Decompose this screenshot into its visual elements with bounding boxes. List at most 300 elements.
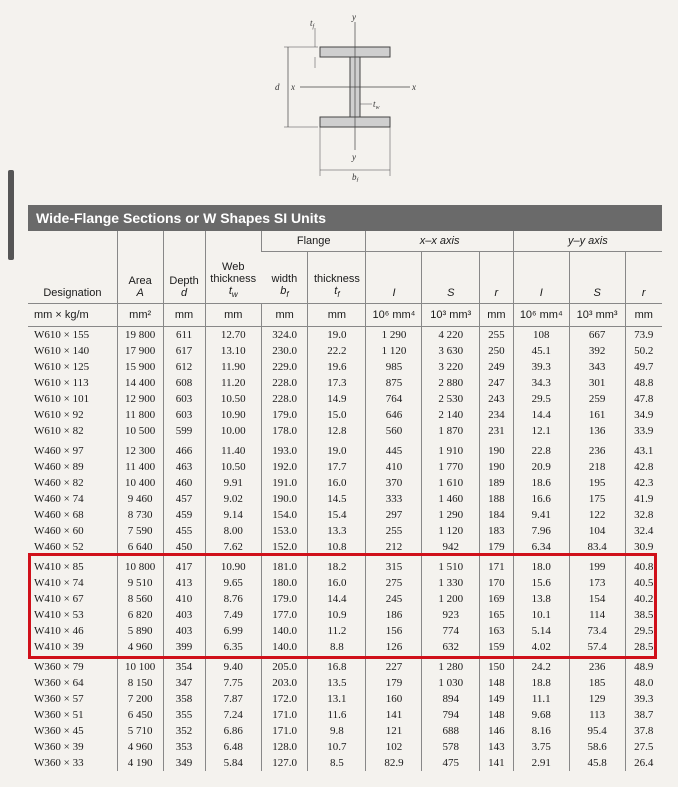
value-cell: 417 [163,555,205,575]
value-cell: 2 880 [422,375,480,391]
value-cell: 9.8 [308,723,366,739]
value-cell: 2 530 [422,391,480,407]
value-cell: 171.0 [261,707,307,723]
value-cell: 38.7 [625,707,662,723]
flange-group-header: Flange [261,231,366,252]
value-cell: 297 [366,507,422,523]
value-cell: 275 [366,575,422,591]
value-cell: 29.5 [513,391,569,407]
value-cell: 259 [569,391,625,407]
value-cell: 29.5 [625,623,662,639]
value-cell: 45.8 [569,755,625,771]
table-row [28,623,662,639]
table-row [28,691,662,707]
value-cell: 179 [366,675,422,691]
value-cell: 8.76 [205,591,261,607]
value-cell: 6 450 [117,707,163,723]
value-cell: 11 800 [117,407,163,423]
value-cell: 10 400 [117,475,163,491]
value-cell: 149 [480,691,514,707]
value-cell: 11 400 [117,459,163,475]
value-cell: 8.16 [513,723,569,739]
value-cell: 184 [480,507,514,523]
value-cell: 4 220 [422,327,480,344]
designation-cell: W410 × 67 [34,593,84,605]
value-cell: 459 [163,507,205,523]
value-cell: 156 [366,623,422,639]
value-cell: 15.4 [308,507,366,523]
value-cell: 3.75 [513,739,569,755]
value-cell: 150 [480,655,514,675]
value-cell: 152.0 [261,539,307,555]
designation-cell: W360 × 39 [34,741,84,753]
value-cell: 218 [569,459,625,475]
value-cell: 199 [569,555,625,575]
value-cell: 1 770 [422,459,480,475]
value-cell: 6.48 [205,739,261,755]
value-cell: 8.8 [308,639,366,655]
designation-cell: W360 × 45 [34,725,84,737]
table-row [28,475,662,491]
value-cell: 250 [480,343,514,359]
value-cell: 9.65 [205,575,261,591]
table-row [28,439,662,459]
value-cell: 227 [366,655,422,675]
designation-header: Designation [43,287,102,299]
value-cell: 370 [366,475,422,491]
value-cell: 28.5 [625,639,662,655]
table-title-bar [28,205,662,231]
table-row [28,707,662,723]
value-cell: 688 [422,723,480,739]
value-cell: 18.0 [513,555,569,575]
yy-I-header: I [513,252,569,304]
table-row [28,327,662,344]
value-cell: 612 [163,359,205,375]
value-cell: 175 [569,491,625,507]
value-cell: 163 [480,623,514,639]
unit-cell: mm² [117,304,163,327]
value-cell: 7 200 [117,691,163,707]
value-cell: 188 [480,491,514,507]
value-cell: 11.2 [308,623,366,639]
value-cell: 34.3 [513,375,569,391]
value-cell: 7.24 [205,707,261,723]
value-cell: 16.0 [308,475,366,491]
value-cell: 6.86 [205,723,261,739]
table-row [28,407,662,423]
value-cell: 121 [366,723,422,739]
value-cell: 13.3 [308,523,366,539]
value-cell: 2 140 [422,407,480,423]
value-cell: 1 120 [422,523,480,539]
yy-axis-group-header: y–y axis [513,231,662,252]
value-cell: 126 [366,639,422,655]
value-cell: 10.9 [308,607,366,623]
d-label: d [275,82,280,92]
value-cell: 603 [163,407,205,423]
value-cell: 129 [569,691,625,707]
value-cell: 333 [366,491,422,507]
value-cell: 14.9 [308,391,366,407]
value-cell: 460 [163,475,205,491]
value-cell: 8 730 [117,507,163,523]
value-cell: 10.50 [205,391,261,407]
value-cell: 114 [569,607,625,623]
table-row [28,591,662,607]
value-cell: 1 330 [422,575,480,591]
value-cell: 255 [366,523,422,539]
value-cell: 190 [480,439,514,459]
value-cell: 1 290 [366,327,422,344]
value-cell: 9.40 [205,655,261,675]
value-cell: 392 [569,343,625,359]
value-cell: 9 460 [117,491,163,507]
designation-cell: W360 × 33 [34,757,84,769]
xx-axis-group-header: x–x axis [366,231,513,252]
designation-cell: W610 × 125 [34,361,90,373]
value-cell: 50.2 [625,343,662,359]
value-cell: 9.02 [205,491,261,507]
value-cell: 255 [480,327,514,344]
value-cell: 1 460 [422,491,480,507]
yy-r-header: r [625,252,662,304]
value-cell: 457 [163,491,205,507]
value-cell: 632 [422,639,480,655]
value-cell: 40.8 [625,555,662,575]
value-cell: 30.9 [625,539,662,555]
value-cell: 39.3 [513,359,569,375]
value-cell: 181.0 [261,555,307,575]
value-cell: 608 [163,375,205,391]
y-top-label: y [352,12,356,22]
value-cell: 343 [569,359,625,375]
value-cell: 40.5 [625,575,662,591]
value-cell: 667 [569,327,625,344]
value-cell: 173 [569,575,625,591]
value-cell: 19.0 [308,327,366,344]
table-row [28,391,662,407]
value-cell: 466 [163,439,205,459]
value-cell: 9.41 [513,507,569,523]
value-cell: 1 030 [422,675,480,691]
table-row [28,607,662,623]
table-row [28,739,662,755]
web-thickness-header: Web thickness $t_w$ [205,231,261,304]
value-cell: 410 [163,591,205,607]
designation-cell: W460 × 82 [34,477,84,489]
value-cell: 560 [366,423,422,439]
page-binding-edge [8,170,14,260]
designation-cell: W410 × 85 [34,561,84,573]
value-cell: 774 [422,623,480,639]
table-row [28,359,662,375]
value-cell: 190.0 [261,491,307,507]
value-cell: 1 200 [422,591,480,607]
value-cell: 455 [163,523,205,539]
table-title: Wide-Flange Sections or W Shapes SI Units [36,210,327,226]
designation-cell: W460 × 68 [34,509,84,521]
value-cell: 48.0 [625,675,662,691]
table-row [28,655,662,675]
value-cell: 6.99 [205,623,261,639]
value-cell: 236 [569,439,625,459]
value-cell: 191.0 [261,475,307,491]
value-cell: 95.4 [569,723,625,739]
table-row [28,491,662,507]
designation-cell: W460 × 74 [34,493,84,505]
value-cell: 58.6 [569,739,625,755]
value-cell: 13.10 [205,343,261,359]
value-cell: 9.91 [205,475,261,491]
table-row [28,459,662,475]
value-cell: 12.70 [205,327,261,344]
value-cell: 8 150 [117,675,163,691]
designation-cell: W460 × 60 [34,525,84,537]
w-shapes-table [28,231,662,771]
designation-cell: W610 × 92 [34,409,84,421]
value-cell: 1 910 [422,439,480,459]
x-right-label: x [412,82,416,92]
value-cell: 180.0 [261,575,307,591]
value-cell: 82.9 [366,755,422,771]
yy-S-header: S [569,252,625,304]
value-cell: 122 [569,507,625,523]
value-cell: 83.4 [569,539,625,555]
value-cell: 234 [480,407,514,423]
value-cell: 7.87 [205,691,261,707]
value-cell: 243 [480,391,514,407]
value-cell: 19.0 [308,439,366,459]
value-cell: 171 [480,555,514,575]
value-cell: 12.1 [513,423,569,439]
table-row [28,755,662,771]
designation-cell: W610 × 101 [34,393,90,405]
value-cell: 19 800 [117,327,163,344]
value-cell: 450 [163,539,205,555]
value-cell: 140.0 [261,623,307,639]
value-cell: 186 [366,607,422,623]
value-cell: 32.4 [625,523,662,539]
value-cell: 985 [366,359,422,375]
value-cell: 148 [480,675,514,691]
value-cell: 177.0 [261,607,307,623]
value-cell: 104 [569,523,625,539]
value-cell: 7.75 [205,675,261,691]
value-cell: 646 [366,407,422,423]
value-cell: 12 300 [117,439,163,459]
value-cell: 17.3 [308,375,366,391]
tf-label: $t_f$ [310,18,315,30]
value-cell: 13.8 [513,591,569,607]
value-cell: 143 [480,739,514,755]
value-cell: 190 [480,459,514,475]
value-cell: 26.4 [625,755,662,771]
value-cell: 141 [366,707,422,723]
value-cell: 10.90 [205,555,261,575]
designation-cell: W610 × 140 [34,345,90,357]
value-cell: 617 [163,343,205,359]
table-row [28,539,662,555]
table-row [28,343,662,359]
value-cell: 1 510 [422,555,480,575]
value-cell: 445 [366,439,422,459]
value-cell: 923 [422,607,480,623]
value-cell: 10.00 [205,423,261,439]
value-cell: 154.0 [261,507,307,523]
value-cell: 146 [480,723,514,739]
value-cell: 38.5 [625,607,662,623]
value-cell: 7.49 [205,607,261,623]
value-cell: 249 [480,359,514,375]
value-cell: 599 [163,423,205,439]
value-cell: 40.2 [625,591,662,607]
value-cell: 354 [163,655,205,675]
value-cell: 153.0 [261,523,307,539]
value-cell: 11.90 [205,359,261,375]
value-cell: 113 [569,707,625,723]
value-cell: 205.0 [261,655,307,675]
unit-cell: mm [163,304,205,327]
designation-cell: W410 × 74 [34,577,84,589]
value-cell: 230.0 [261,343,307,359]
table-row [28,575,662,591]
value-cell: 15.6 [513,575,569,591]
value-cell: 603 [163,391,205,407]
value-cell: 13.5 [308,675,366,691]
table-body [28,327,662,772]
value-cell: 3 630 [422,343,480,359]
value-cell: 353 [163,739,205,755]
value-cell: 247 [480,375,514,391]
value-cell: 7 590 [117,523,163,539]
value-cell: 16.0 [308,575,366,591]
value-cell: 8.5 [308,755,366,771]
value-cell: 9 510 [117,575,163,591]
value-cell: 49.7 [625,359,662,375]
value-cell: 43.1 [625,439,662,459]
value-cell: 10.90 [205,407,261,423]
value-cell: 108 [513,327,569,344]
value-cell: 6 820 [117,607,163,623]
value-cell: 301 [569,375,625,391]
value-cell: 399 [163,639,205,655]
value-cell: 212 [366,539,422,555]
value-cell: 193.0 [261,439,307,459]
value-cell: 13.1 [308,691,366,707]
unit-cell: mm [261,304,307,327]
w-shape-cross-section-diagram [260,10,430,182]
value-cell: 8.00 [205,523,261,539]
value-cell: 41.9 [625,491,662,507]
value-cell: 5 890 [117,623,163,639]
value-cell: 57.4 [569,639,625,655]
value-cell: 203.0 [261,675,307,691]
unit-cell: mm [625,304,662,327]
table-row [28,507,662,523]
depth-header: Depth d [163,231,205,304]
value-cell: 10 100 [117,655,163,675]
value-cell: 17.7 [308,459,366,475]
unit-cell: mm × kg/m [28,304,117,327]
designation-cell: W610 × 82 [34,425,84,437]
value-cell: 3 220 [422,359,480,375]
value-cell: 11.6 [308,707,366,723]
designation-cell: W460 × 97 [34,445,84,457]
value-cell: 358 [163,691,205,707]
value-cell: 127.0 [261,755,307,771]
area-header: Area A [117,231,163,304]
value-cell: 179 [480,539,514,555]
value-cell: 324.0 [261,327,307,344]
value-cell: 5.84 [205,755,261,771]
value-cell: 12 900 [117,391,163,407]
value-cell: 18.8 [513,675,569,691]
value-cell: 171.0 [261,723,307,739]
value-cell: 228.0 [261,375,307,391]
value-cell: 20.9 [513,459,569,475]
value-cell: 18.6 [513,475,569,491]
unit-cell: 10⁶ mm⁴ [366,304,422,327]
value-cell: 48.8 [625,375,662,391]
value-cell: 160 [366,691,422,707]
designation-cell: W460 × 89 [34,461,84,473]
table-row [28,555,662,575]
unit-cell: 10³ mm³ [422,304,480,327]
designation-cell: W410 × 39 [34,641,84,653]
value-cell: 148 [480,707,514,723]
value-cell: 578 [422,739,480,755]
value-cell: 39.3 [625,691,662,707]
value-cell: 170 [480,575,514,591]
value-cell: 349 [163,755,205,771]
value-cell: 195 [569,475,625,491]
value-cell: 942 [422,539,480,555]
designation-cell: W360 × 51 [34,709,84,721]
x-left-label: x [291,82,295,92]
value-cell: 10.50 [205,459,261,475]
value-cell: 42.3 [625,475,662,491]
w-shapes-table-container [28,231,662,771]
value-cell: 1 290 [422,507,480,523]
value-cell: 15 900 [117,359,163,375]
value-cell: 192.0 [261,459,307,475]
value-cell: 141 [480,755,514,771]
value-cell: 9.68 [513,707,569,723]
designation-cell: W360 × 64 [34,677,84,689]
value-cell: 413 [163,575,205,591]
value-cell: 347 [163,675,205,691]
value-cell: 4 960 [117,639,163,655]
y-bottom-label: y [352,152,356,162]
value-cell: 894 [422,691,480,707]
value-cell: 10 500 [117,423,163,439]
value-cell: 228.0 [261,391,307,407]
value-cell: 1 120 [366,343,422,359]
value-cell: 165 [480,607,514,623]
bf-label: $b_f$ [352,172,359,182]
value-cell: 7.62 [205,539,261,555]
value-cell: 11.40 [205,439,261,459]
value-cell: 2.91 [513,755,569,771]
table-row [28,375,662,391]
value-cell: 611 [163,327,205,344]
value-cell: 475 [422,755,480,771]
value-cell: 14.4 [308,591,366,607]
value-cell: 12.8 [308,423,366,439]
designation-cell: W360 × 79 [34,661,84,673]
table-row [28,675,662,691]
